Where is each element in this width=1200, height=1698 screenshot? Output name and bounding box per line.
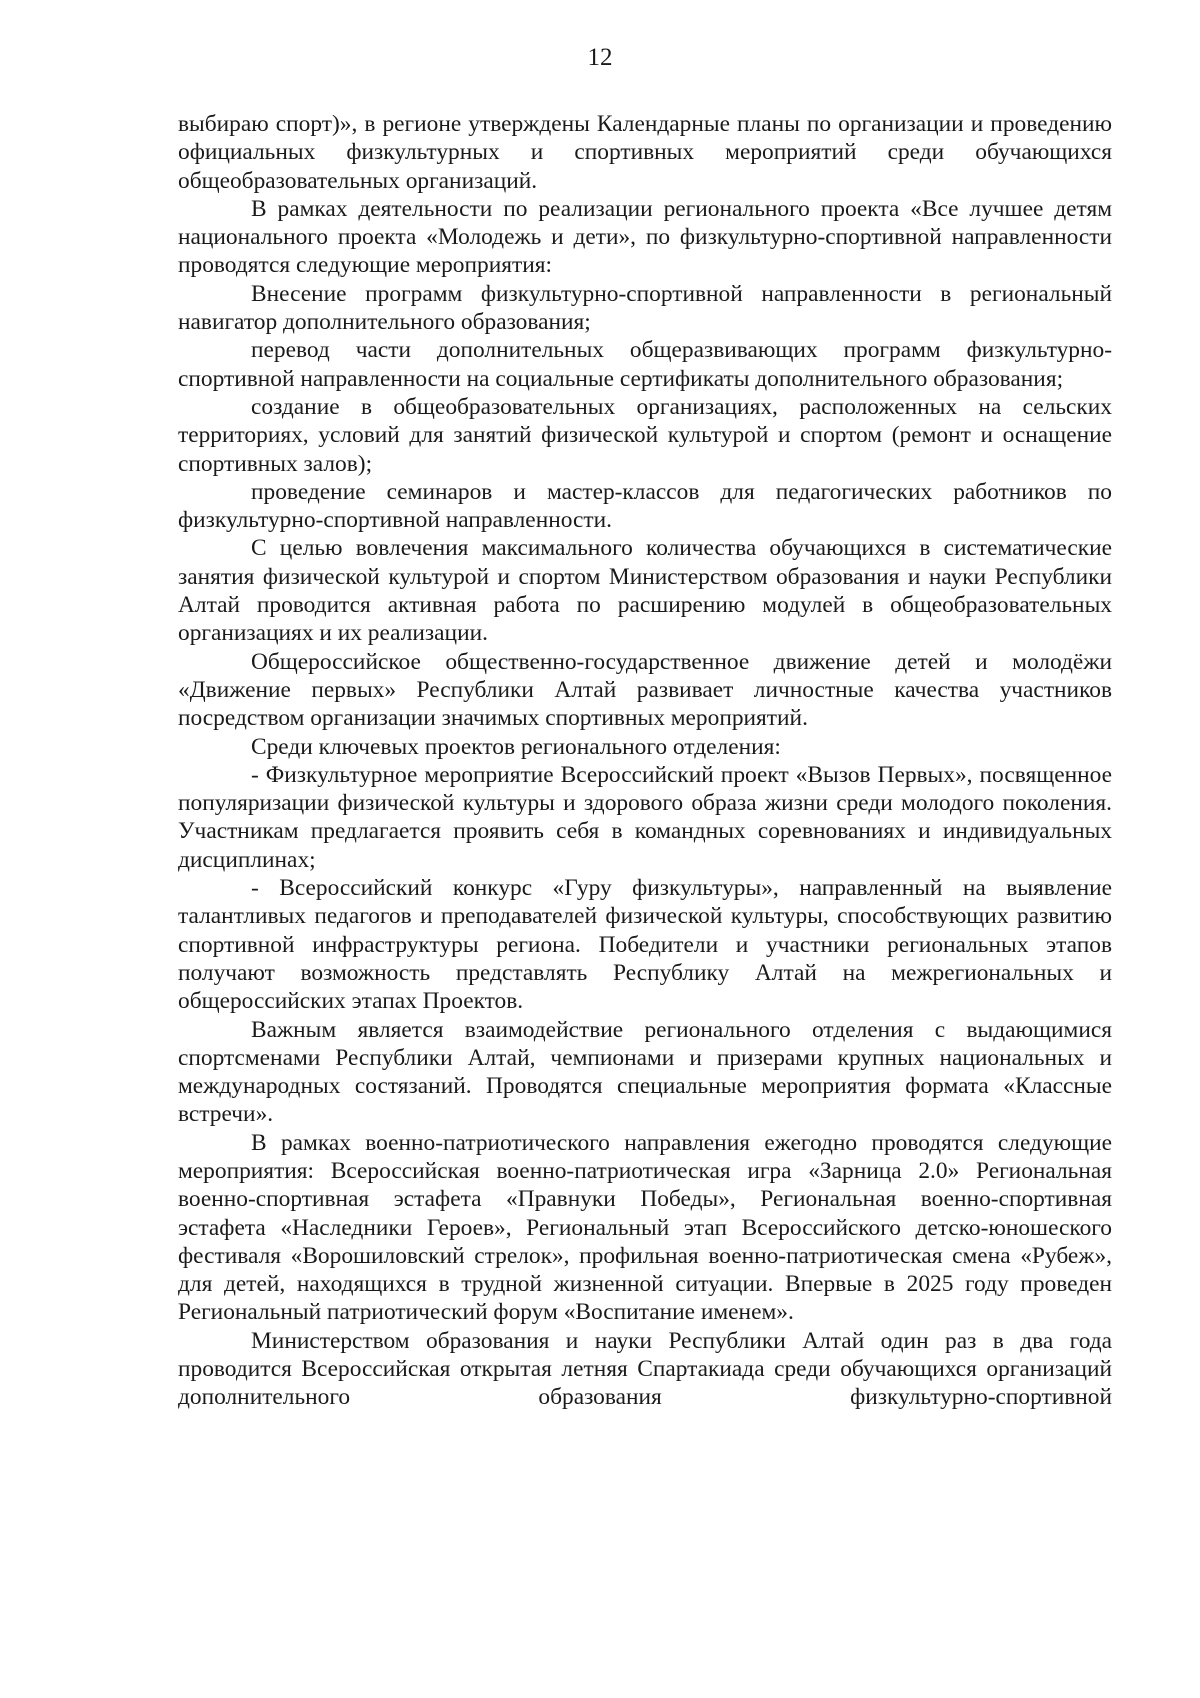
paragraph-6: проведение семинаров и мастер-классов для педагогических работников по физкультурно-спортивной направленности. (178, 478, 1112, 534)
paragraph-14: Министерством образования и науки Республики Алтай один раз в два года проводится Всероссийская открытая летняя Спартакиада среди обучающихся организаций дополнительного образования физкультурно-спортивной (178, 1327, 1112, 1411)
paragraph-9: Среди ключевых проектов регионального отделения: (251, 733, 781, 760)
paragraph-3: Внесение программ физкультурно-спортивной направленности в региональный навигатор дополнительного образования; (178, 280, 1112, 336)
paragraph-10: - Физкультурное мероприятие Всероссийский проект «Вызов Первых», посвященное популяризации физической культуры и здорового образа жизни среди молодого поколения. Участникам предлагается проявить себя в командных соревнованиях и индивидуальных дисциплинах; (178, 761, 1112, 873)
page-number: 12 (587, 44, 613, 71)
paragraph-4: перевод части дополнительных общеразвивающих программ физкультурно-спортивной направленности на социальные сертификаты дополнительного образования; (178, 337, 1112, 392)
paragraph-2: В рамках деятельности по реализации регионального проекта «Все лучшее детям национального проекта «Молодежь и дети», по физкультурно-спортивной направленности проводятся следующие мероприятия: (178, 195, 1112, 279)
document-body (178, 110, 1112, 1412)
paragraph-13: В рамках военно-патриотического направления ежегодно проводятся следующие мероприятия: Всероссийская военно-патриотическая игра «Зарница 2.0» Региональная военно-спортивная эстафета «Правнуки Победы», Региональная военно-спортивная эстафета «Наследники Героев», Региональный этап Всероссийского детско-юношеского фестиваля «Ворошиловский стрелок», профильная военно-патриотическая смена «Рубеж», для детей, находящихся в трудной жизненной ситуации. Впервые в 2025 году проведен Региональный патриотический форум «Воспитание именем». (178, 1129, 1112, 1326)
paragraph-8: Общероссийское общественно-государственное движение детей и молодёжи «Движение первых» Республики Алтай развивает личностные качества участников посредством организации значимых спортивных мероприятий. (178, 648, 1112, 732)
paragraph-12: Важным является взаимодействие регионального отделения с выдающимися спортсменами Республики Алтай, чемпионами и призерами крупных национальных и международных состязаний. Проводятся специальные мероприятия формата «Классные встречи». (178, 1016, 1112, 1128)
paragraph-5: создание в общеобразовательных организациях, расположенных на сельских территориях, условий для занятий физической культурой и спортом (ремонт и оснащение спортивных залов); (178, 393, 1112, 477)
paragraph-7: С целью вовлечения максимального количества обучающихся в систематические занятия физической культурой и спортом Министерством образования и науки Республики Алтай проводится активная работа по расширению модулей в общеобразовательных организациях и их реализации. (178, 535, 1112, 647)
paragraph-11: - Всероссийский конкурс «Гуру физкультуры», направленный на выявление талантливых педагогов и преподавателей физической культуры, способствующих развитию спортивной инфраструктуры региона. Победители и участники региональных этапов получают возможность представлять Республику Алтай на межрегиональных и общероссийских этапах Проектов. (178, 875, 1112, 1015)
paragraph-1: выбираю спорт)», в регионе утверждены Календарные планы по организации и проведению официальных физкультурных и спортивных мероприятий среди обучающихся общеобразовательных организаций. (178, 111, 1112, 194)
